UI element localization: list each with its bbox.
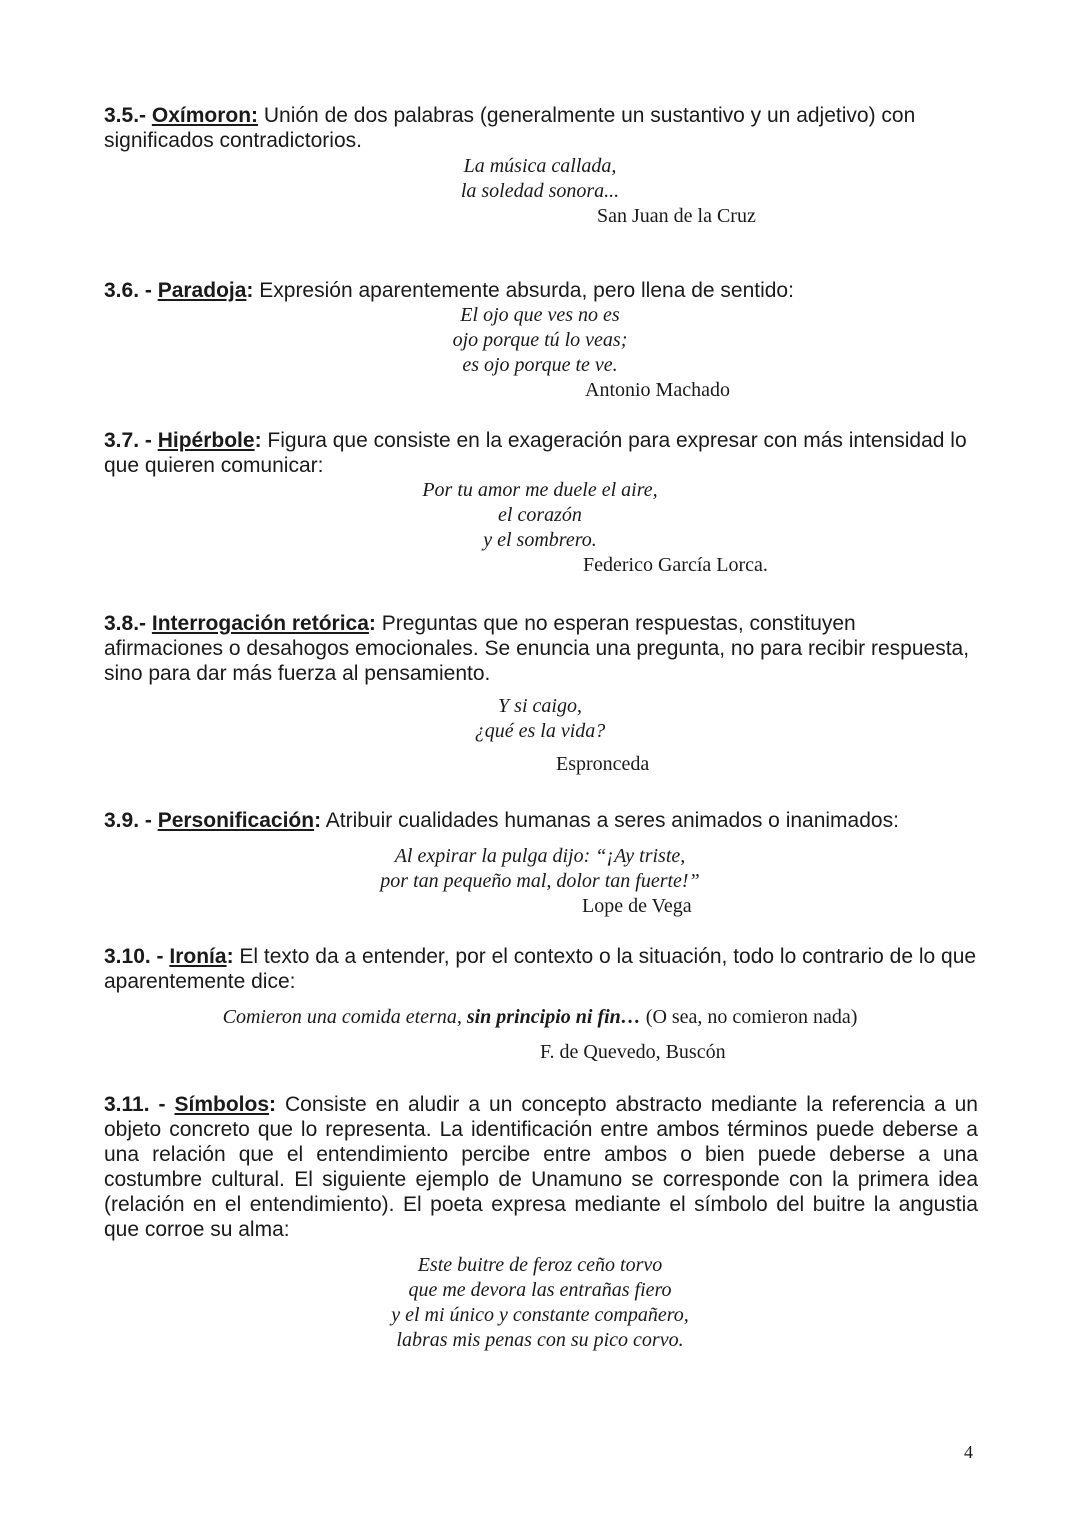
section-paradoja <box>104 278 978 403</box>
section-hiperbole <box>104 428 978 578</box>
definition: 3.5.- Oxímoron: Unión de dos palabras (generalmente un sustantivo y un adjetivo) con significados contradictorios. <box>104 104 916 152</box>
quote-line: ojo porque tú lo veas; <box>452 329 628 351</box>
definition: 3.7. - Hipérbole: Figura que consiste en la exageración para expresar con más intensidad lo que quieren comunicar: <box>104 429 967 477</box>
term: Hipérbole <box>157 429 255 452</box>
author: Federico García Lorca. <box>583 554 768 576</box>
author: Espronceda <box>556 753 650 775</box>
page-number: 4 <box>964 1442 973 1462</box>
quote-line: por tan pequeño mal, dolor tan fuerte!” <box>380 870 700 892</box>
definition: 3.6. - Paradoja: Expresión aparentemente absurda, pero llena de sentido: <box>104 279 794 302</box>
quote-line: Y si caigo, <box>498 695 582 717</box>
definition: 3.9. - Personificación: Atribuir cualidades humanas a seres animados o inanimados: <box>104 809 899 832</box>
quote-line: Este buitre de feroz ceño torvo <box>417 1254 663 1276</box>
definition: 3.10. - Ironía: El texto da a entender, por el contexto o la situación, todo lo contrario de lo que aparentemente dice: <box>104 945 977 993</box>
author: Lope de Vega <box>582 895 692 917</box>
definition: 3.11. - Símbolos: Consiste en aludir a un concepto abstracto mediante la referencia a un objeto concreto que lo representa. La identificación entre ambos términos puede deberse a una relación que el entendimiento percibe entre ambos o bien puede deberse a una costumbre cultural. El siguiente ejemplo de Unamuno se corresponde con la primera idea (relación en el entendimiento). El poeta expresa mediante el símbolo del buitre la angustia que corroe su alma: <box>104 1093 978 1241</box>
quote-line: ¿qué es la vida? <box>474 720 606 742</box>
quote-line: Por tu amor me duele el aire, <box>422 479 658 501</box>
section-ironia <box>104 944 978 1065</box>
section-interrogacion-retorica <box>104 611 978 777</box>
author: San Juan de la Cruz <box>597 205 756 227</box>
term: Personificación <box>157 809 315 832</box>
quote-line: labras mis penas con su pico corvo. <box>396 1329 684 1351</box>
quote-line: el corazón <box>498 504 582 526</box>
quote-line: y el mi único y constante compañero, <box>391 1304 689 1326</box>
quote-line: Comieron una comida eterna, sin principio ni fin… (O sea, no comieron nada) <box>222 1006 858 1028</box>
section-oximoron <box>104 103 978 229</box>
term: Oxímoron: <box>151 104 259 127</box>
section-personificacion <box>104 808 978 919</box>
term: Paradoja <box>157 279 247 302</box>
term: Interrogación retórica <box>151 612 369 635</box>
definition: 3.8.- Interrogación retórica: Preguntas que no esperan respuestas, constituyen afirmaciones o desahogos emocionales. Se enuncia una pregunta, no para recibir respuesta, sino para dar más fuerza al pensamiento. <box>104 612 970 685</box>
quote-line: la soledad sonora... <box>460 180 620 202</box>
term: Símbolos <box>174 1093 270 1116</box>
quote-line: La música callada, <box>463 155 617 177</box>
term: Ironía <box>169 945 227 968</box>
author: F. de Quevedo, Buscón <box>540 1041 726 1063</box>
quote-line: es ojo porque te ve. <box>462 354 618 376</box>
quote-line: que me devora las entrañas fiero <box>408 1279 672 1301</box>
quote-line: El ojo que ves no es <box>460 304 620 326</box>
quote-line: y el sombrero. <box>483 529 597 551</box>
author: Antonio Machado <box>585 379 730 401</box>
section-simbolos <box>104 1092 978 1353</box>
quote-line: Al expirar la pulga dijo: “¡Ay triste, <box>394 845 686 867</box>
